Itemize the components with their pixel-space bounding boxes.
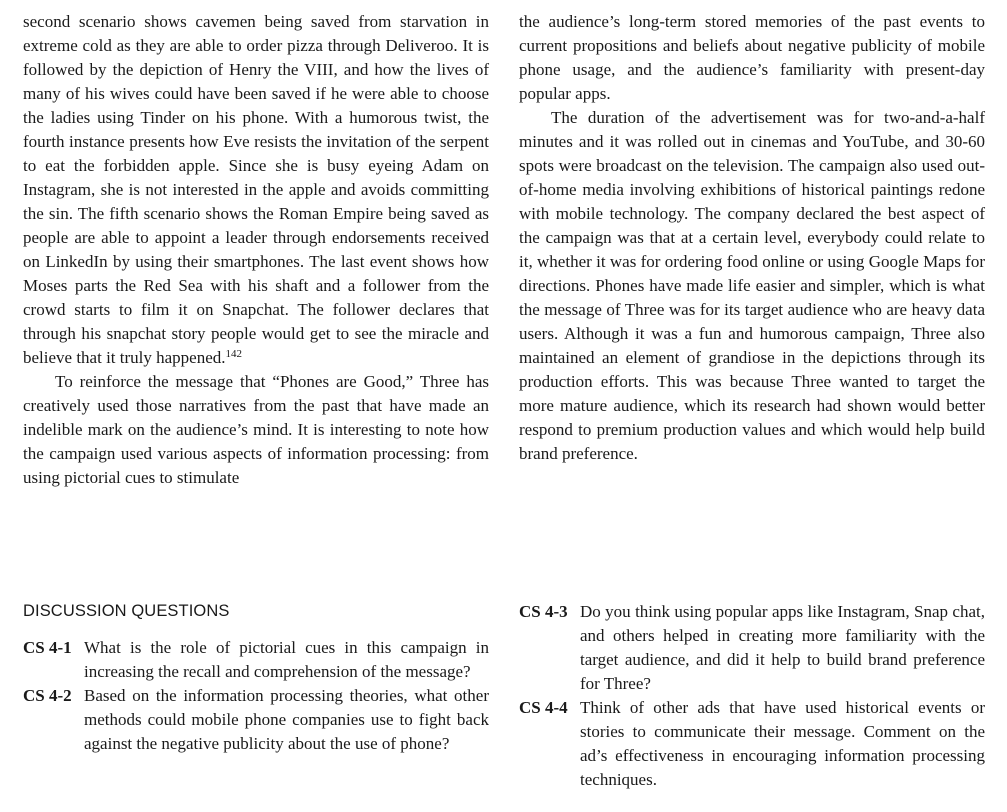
question-list-right — [519, 600, 985, 792]
question-text: Think of other ads that have used historical events or stories to communicate their message. Comment on the ad’s effectiveness in encouraging information processing techniques. — [580, 698, 985, 789]
discussion-questions-heading: DISCUSSION QUESTIONS — [23, 602, 230, 620]
right-column — [519, 10, 985, 466]
question-number: CS 4-2 — [23, 686, 72, 705]
question-text: Based on the information processing theories, what other methods could mobile phone companies use to fight back against the negative publicity about the use of phone? — [84, 686, 489, 753]
question-number: CS 4-4 — [519, 698, 568, 717]
body-paragraph: second scenario shows cavemen being saved from starvation in extreme cold as they are able to order pizza through Deliveroo. It is followed by the depiction of Henry the VIII, and how the lives of many of his wives could have been saved if he were able to choose the ladies using Tinder on his phone. With a humorous twist, the fourth instance presents how Eve resists the invitation of the serpent to eat the forbidden apple. Since she is busy eyeing Adam on Instagram, she is not interested in the apple and avoids committing the sin. The fifth scenario shows the Roman Empire being saved as people are able to appoint a leader through endorsements received on LinkedIn by using their smartphones. The last event shows how Moses parts the Red Sea with his shaft and a follower from the crowd starts to film it on Snapchat. The follower declares that through his snapchat story people would get to see the miracle and believe that it truly happened.$^{142}$ — [23, 12, 489, 367]
question-item — [23, 684, 489, 756]
question-item — [23, 636, 489, 684]
left-column — [23, 10, 489, 490]
body-paragraph: To reinforce the message that “Phones are Good,” Three has creatively used those narratives from the past that have made an indelible mark on the audience’s mind. It is interesting to note how the campaign used various aspects of information processing: from using pictorial cues to stimulate — [23, 372, 489, 487]
question-item — [519, 600, 985, 696]
question-text: Do you think using popular apps like Instagram, Snap chat, and others helped in creating more familiarity with the target audience, and did it help to build brand preference for Three? — [580, 602, 985, 693]
question-number: CS 4-1 — [23, 638, 72, 657]
question-number: CS 4-3 — [519, 602, 568, 621]
question-text: What is the role of pictorial cues in this campaign in increasing the recall and comprehension of the message? — [84, 638, 489, 681]
body-paragraph: the audience’s long-term stored memories of the past events to current propositions and beliefs about negative publicity of mobile phone usage, and the audience’s familiarity with present-day popular apps. — [519, 12, 985, 103]
footnote-reference: 142 — [225, 348, 243, 360]
question-item — [519, 696, 985, 792]
body-paragraph: The duration of the advertisement was for two-and-a-half minutes and it was rolled out in cinemas and YouTube, and 30-60 spots were broadcast on the television. The campaign also used out-of-home media involving exhibitions of historical paintings redone with mobile technology. The company declared the best aspect of the campaign was that at a certain level, everybody could relate to it, whether it was for ordering food online or using Google Maps for directions. Phones have made life easier and simpler, which is what the message of Three was for its target audience who are heavy data users. Although it was a fun and humorous campaign, Three also maintained an element of grandiose in the depictions through its production efforts. This was because Three wanted to target the more mature audience, which its research had shown would better respond to premium production values and which would help build brand preference. — [519, 108, 985, 463]
question-list-left — [23, 636, 489, 756]
